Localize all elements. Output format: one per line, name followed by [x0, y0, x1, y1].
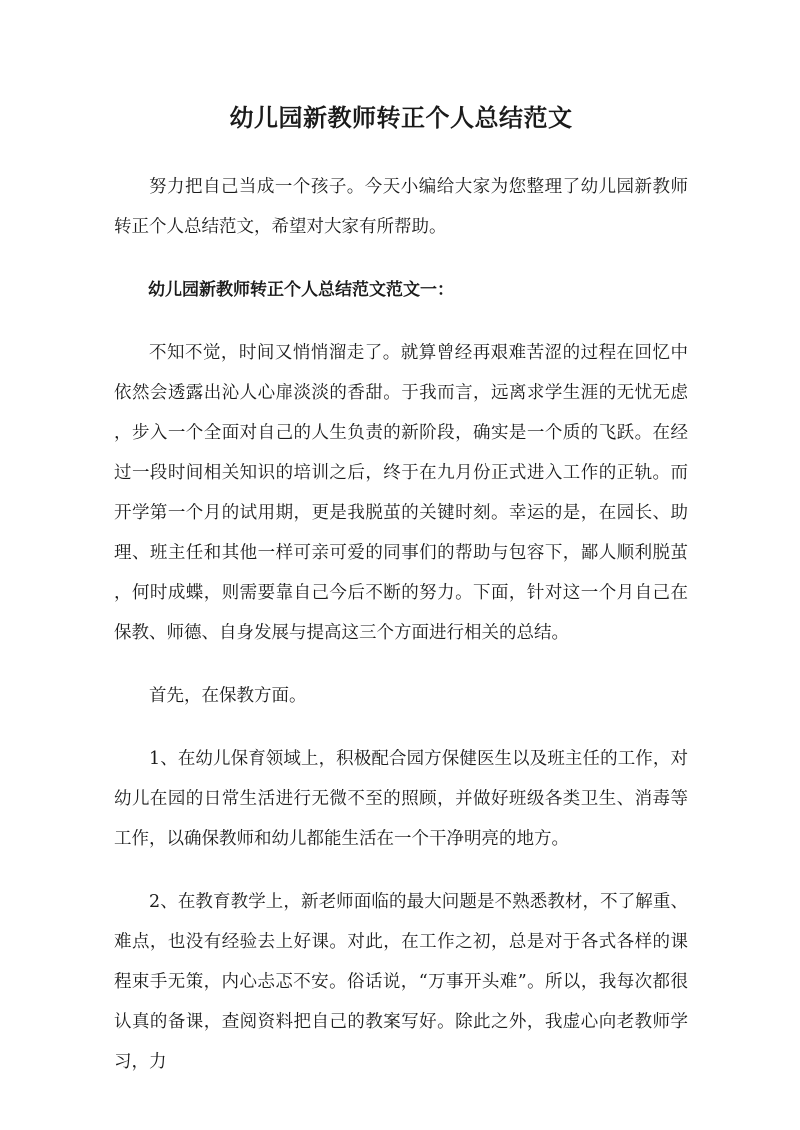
body-paragraph: 不知不觉，时间又悄悄溜走了。就算曾经再艰难苦涩的过程在回忆中依然会透露出沁人心扉淡淡的香甜。于我而言，远离求学生涯的无忧无虑，步入一个全面对自己的人生负责的新阶段，确实是一个质的飞跃。在经过一段时间相关知识的培训之后，终于在九月份正式进入工作的正轨。而开学第一个月的试用期，更是我脱茧的关键时刻。幸运的是，在园长、助理、班主任和其他一样可亲可爱的同事们的帮助与包容下，鄙人顺利脱茧，何时成蝶，则需要靠自己今后不断的努力。下面，针对这一个月自己在保教、师德、自身发展与提高这三个方面进行相关的总结。 — [114, 343, 688, 643]
body-paragraph: 首先，在保教方面。 — [149, 686, 307, 706]
section-subheading: 幼儿园新教师转正个人总结范文范文一： — [148, 280, 454, 300]
body-paragraph: 2、在教育教学上，新老师面临的最大问题是不熟悉教材，不了解重、难点，也没有经验去上好课。对此，在工作之初，总是对于各式各样的课程束手无策，内心忐忑不安。俗话说，“万事开头难”。所以，我每次都很认真的备课，查阅资料把自己的教案写好。除此之外，我虚心向老教师学习，力 — [114, 892, 688, 1072]
body-paragraph: 1、在幼儿保育领域上，积极配合园方保健医生以及班主任的工作，对幼儿在园的日常生活进行无微不至的照顾，并做好班级各类卫生、消毒等工作，以确保教师和幼儿都能生活在一个干净明亮的地方。 — [114, 749, 688, 849]
intro-paragraph: 努力把自己当成一个孩子。今天小编给大家为您整理了幼儿园新教师转正个人总结范文，希望对大家有所帮助。 — [114, 177, 688, 237]
document-title: 幼儿园新教师转正个人总结范文 — [229, 104, 573, 132]
